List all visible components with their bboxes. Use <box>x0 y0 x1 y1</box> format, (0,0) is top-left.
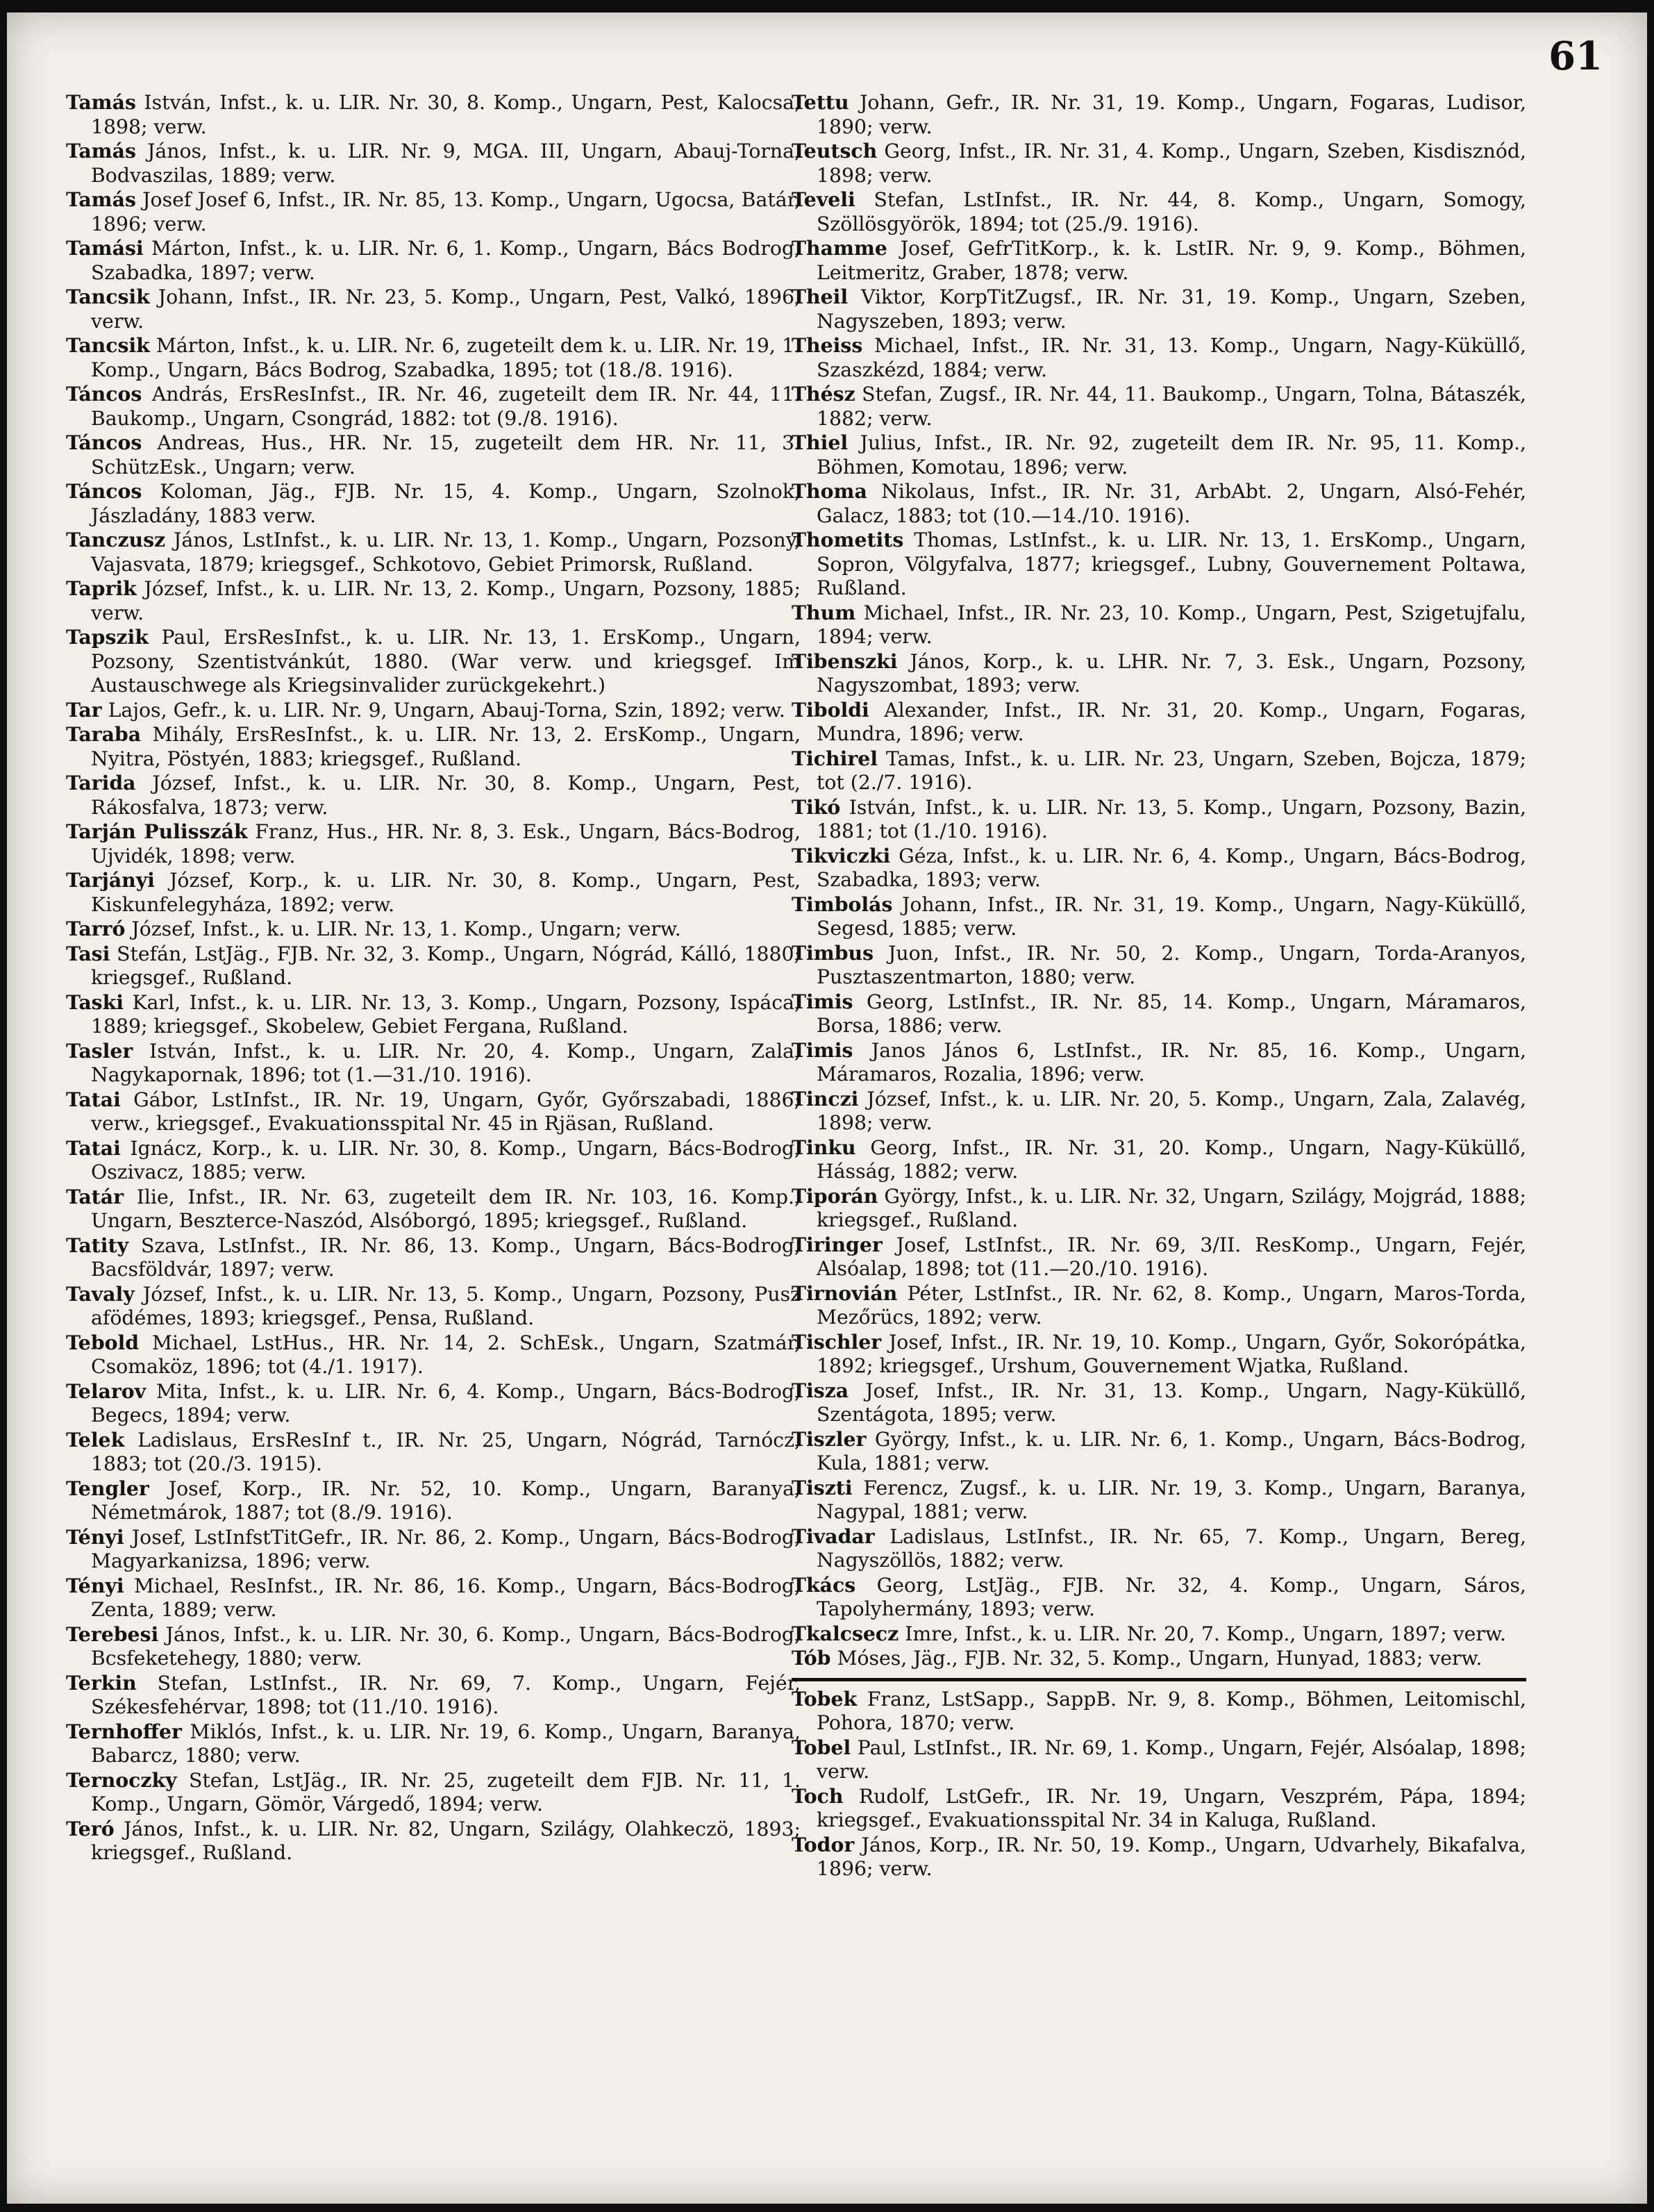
left-column <box>66 90 801 1865</box>
entry-surname: Tatár <box>66 1184 124 1208</box>
entry-details: János, Korp., k. u. LHR. Nr. 7, 3. Esk., Ungarn, Pozsony, Nagyszombat, 1893; verw. <box>817 649 1526 697</box>
list-entry <box>792 1184 1526 1233</box>
entry-surname: Tiszler <box>792 1427 867 1451</box>
entry-details: Mita, Infst., k. u. LIR. Nr. 6, 4. Komp., Ungarn, Bács-Bodrog, Begecs, 1894; verw. <box>91 1379 801 1427</box>
entry-surname: Tarró <box>66 917 126 940</box>
entry-surname: Taprik <box>66 576 137 600</box>
entry-surname: Toch <box>792 1783 844 1808</box>
list-entry <box>792 1622 1526 1647</box>
entry-details: János, Infst., k. u. LIR. Nr. 82, Ungarn, Szilágy, Olahkeczö, 1893; kriegsgef., Rußland. <box>91 1817 801 1864</box>
list-entry <box>66 1525 801 1574</box>
entry-details: Alexander, Infst., IR. Nr. 31, 20. Komp., Ungarn, Fogaras, Mundra, 1896; verw. <box>817 698 1526 745</box>
list-entry <box>66 1282 801 1331</box>
entry-surname: Tinku <box>792 1135 856 1159</box>
list-entry <box>792 333 1526 382</box>
list-entry <box>66 236 801 285</box>
list-entry <box>66 1817 801 1865</box>
entry-surname: Tischler <box>792 1329 882 1354</box>
list-entry <box>66 1379 801 1428</box>
entry-surname: Tényi <box>66 1573 124 1597</box>
entry-surname: Tarján Pulisszák <box>66 820 248 843</box>
list-entry <box>66 285 801 333</box>
list-entry <box>792 892 1526 941</box>
list-entry <box>66 1233 801 1282</box>
list-entry <box>792 1281 1526 1330</box>
list-entry <box>792 1136 1526 1184</box>
entry-surname: Tamási <box>66 236 144 260</box>
entry-surname: Tancsik <box>66 285 150 308</box>
entry-details: Michael, LstHus., HR. Nr. 14, 2. SchEsk., Ungarn, Szatmár, Csomaköz, 1896; tot (4./1. 1917). <box>91 1331 801 1378</box>
entry-details: Stefan, LstJäg., IR. Nr. 25, zugeteilt dem FJB. Nr. 11, 1. Komp., Ungarn, Gömör, Várgedő, 1894; verw. <box>91 1768 801 1815</box>
list-entry <box>792 90 1526 139</box>
entry-details: József, Korp., k. u. LIR. Nr. 30, 8. Komp., Ungarn, Pest, Kiskunfelegyháza, 1892; verw. <box>91 869 801 916</box>
entry-surname: Tarjányi <box>66 868 155 892</box>
entry-surname: Tiszti <box>792 1475 853 1499</box>
list-entry <box>66 1185 801 1233</box>
entry-surname: Timis <box>792 1038 853 1062</box>
list-entry <box>792 1573 1526 1622</box>
entry-details: Márton, Infst., k. u. LIR. Nr. 6, zugeteilt dem k. u. LIR. Nr. 19, 1. Komp., Ungarn, Bács Bodrog, Szabadka, 1895; tot (18./8. 1916). <box>91 334 801 381</box>
entry-details: Stefán, LstJäg., FJB. Nr. 32, 3. Komp., Ungarn, Nógrád, Kálló, 1880; kriegsgef., Rußland. <box>91 942 801 989</box>
entry-details: Rudolf, LstGefr., IR. Nr. 19, Ungarn, Veszprém, Pápa, 1894; kriegsgef., Evakuationsspital Nr. 34 in Kaluga, Rußland. <box>817 1784 1526 1831</box>
list-entry <box>792 285 1526 333</box>
entry-details: György, Infst., k. u. LIR. Nr. 6, 1. Komp., Ungarn, Bács-Bodrog, Kula, 1881; verw. <box>817 1427 1526 1474</box>
entry-details: Georg, Infst., IR. Nr. 31, 4. Komp., Ungarn, Szeben, Kisdisznód, 1898; verw. <box>817 140 1526 187</box>
list-entry <box>66 431 801 479</box>
entry-details: Lajos, Gefr., k. u. LIR. Nr. 9, Ungarn, Abauj-Torna, Szin, 1892; verw. <box>101 698 785 722</box>
entry-surname: Theiss <box>792 333 863 357</box>
list-entry <box>792 1330 1526 1379</box>
entry-surname: Ternhoffer <box>66 1719 182 1743</box>
list-entry <box>66 625 801 698</box>
list-entry <box>66 576 801 625</box>
list-entry <box>792 649 1526 698</box>
list-entry <box>792 1427 1526 1476</box>
entry-details: János, LstInfst., k. u. LIR. Nr. 13, 1. Komp., Ungarn, Pozsony, Vajasvata, 1879; kriegsgef., Schkotovo, Gebiet Primorsk, Rußland. <box>91 529 801 576</box>
list-entry <box>792 601 1526 649</box>
list-entry <box>792 236 1526 285</box>
entry-details: Janos János 6, LstInfst., IR. Nr. 85, 16. Komp., Ungarn, Máramaros, Rozalia, 1896; verw. <box>817 1038 1526 1086</box>
entry-details: Tamas, Infst., k. u. LIR. Nr. 23, Ungarn, Szeben, Bojcza, 1879; tot (2./7. 1916). <box>817 747 1526 794</box>
list-entry <box>66 90 801 139</box>
entry-surname: Tobek <box>792 1686 858 1711</box>
list-entry <box>66 722 801 771</box>
page-number: 61 <box>1548 33 1603 79</box>
entry-details: István, Infst., k. u. LIR. Nr. 13, 5. Komp., Ungarn, Pozsony, Bazin, 1881; tot (1./10. 1916). <box>817 795 1526 842</box>
entry-surname: Taraba <box>66 722 142 746</box>
list-entry <box>792 698 1526 747</box>
entry-surname: Tiboldi <box>792 697 869 722</box>
entry-surname: Tkalcsecz <box>792 1621 899 1645</box>
list-entry <box>792 1833 1526 1881</box>
entry-details: Josef, Infst., IR. Nr. 19, 10. Komp., Ungarn, Győr, Sokorópátka, 1892; kriegsgef., Urshum, Gouvernement Wjatka, Rußland. <box>817 1330 1526 1377</box>
entry-surname: Tényi <box>66 1524 124 1549</box>
entry-details: Ladislaus, LstInfst., IR. Nr. 65, 7. Komp., Ungarn, Bereg, Nagyszöllös, 1882; verw. <box>817 1524 1526 1572</box>
entry-details: Ladislaus, ErsResInf t., IR. Nr. 25, Ungarn, Nógrád, Tarnócz, 1883; tot (20./3. 1915). <box>91 1428 801 1475</box>
entry-surname: Tibenszki <box>792 649 898 673</box>
list-entry <box>66 1671 801 1720</box>
entry-details: Móses, Jäg., FJB. Nr. 32, 5. Komp., Ungarn, Hunyad, 1883; verw. <box>830 1647 1482 1670</box>
list-entry <box>792 1087 1526 1136</box>
entry-surname: Tkács <box>792 1572 856 1597</box>
entry-details: József, Infst., k. u. LIR. Nr. 13, 1. Komp., Ungarn; verw. <box>125 917 681 940</box>
entry-details: Márton, Infst., k. u. LIR. Nr. 6, 1. Komp., Ungarn, Bács Bodrog, Szabadka, 1897; verw. <box>91 237 801 284</box>
entry-surname: Thész <box>792 382 855 406</box>
entry-surname: Tancsik <box>66 333 150 357</box>
list-entry <box>66 479 801 528</box>
entry-details: György, Infst., k. u. LIR. Nr. 32, Ungarn, Szilágy, Mojgrád, 1888; kriegsgef., Rußland. <box>817 1184 1526 1231</box>
entry-details: Josef, GefrTitKorp., k. k. LstIR. Nr. 9, 9. Komp., Böhmen, Leitmeritz, Graber, 1878; verw. <box>817 237 1526 284</box>
entry-details: József, Infst., k. u. LIR. Nr. 20, 5. Komp., Ungarn, Zala, Zalavég, 1898; verw. <box>817 1087 1526 1134</box>
entry-details: Josef, LstInfst., IR. Nr. 69, 3/II. ResKomp., Ungarn, Fejér, Alsóalap, 1898; tot (11.—20./10. 1916). <box>817 1233 1526 1280</box>
entry-surname: Tavaly <box>66 1281 135 1306</box>
list-entry <box>66 382 801 431</box>
entry-surname: Tobel <box>792 1735 851 1759</box>
entry-details: Ilie, Infst., IR. Nr. 63, zugeteilt dem IR. Nr. 103, 16. Komp., Ungarn, Beszterce-Naszód, Alsóborgó, 1895; kriegsgef., Rußland. <box>91 1185 801 1232</box>
list-entry <box>792 795 1526 844</box>
entry-surname: Tichirel <box>792 746 878 770</box>
entry-surname: Telarov <box>66 1379 147 1403</box>
list-entry <box>792 382 1526 431</box>
entry-details: Georg, LstInfst., IR. Nr. 85, 14. Komp., Ungarn, Máramaros, Borsa, 1886; verw. <box>817 990 1526 1037</box>
entry-details: Juon, Infst., IR. Nr. 50, 2. Komp., Ungarn, Torda-Aranyos, Pusztaszentmarton, 1880; verw. <box>817 941 1526 988</box>
entry-details: Georg, Infst., IR. Nr. 31, 20. Komp., Ungarn, Nagy-Küküllő, Hásság, 1882; verw. <box>817 1136 1526 1183</box>
entry-details: Stefan, LstInfst., IR. Nr. 69, 7. Komp., Ungarn, Fejér, Székesfehérvar, 1898; tot (11./10. 1916). <box>91 1671 801 1718</box>
entry-details: Franz, Hus., HR. Nr. 8, 3. Esk., Ungarn, Bács-Bodrog, Ujvidék, 1898; verw. <box>91 820 801 867</box>
list-entry <box>66 990 801 1039</box>
entry-surname: Tatity <box>66 1233 129 1257</box>
list-entry <box>792 990 1526 1038</box>
entry-details: Miklós, Infst., k. u. LIR. Nr. 19, 6. Komp., Ungarn, Baranya, Babarcz, 1880; verw. <box>91 1720 801 1767</box>
entry-surname: Thiel <box>792 431 849 454</box>
entry-surname: Tivadar <box>792 1524 875 1548</box>
list-entry <box>66 139 801 188</box>
entry-details: Viktor, KorpTitZugsf., IR. Nr. 31, 19. Komp., Ungarn, Szeben, Nagyszeben, 1893; verw. <box>817 285 1526 333</box>
entry-surname: Tanczusz <box>66 528 166 551</box>
entry-details: Josef Josef 6, Infst., IR. Nr. 85, 13. Komp., Ungarn, Ugocsa, Batár, 1896; verw. <box>91 188 801 235</box>
entry-surname: Tamás <box>66 139 136 163</box>
entry-details: Gábor, LstInfst., IR. Nr. 19, Ungarn, Győr, Győrszabadi, 1886; verw., kriegsgef., Evakuationsspital Nr. 45 in Rjäsan, Rußland. <box>91 1088 801 1135</box>
entry-details: Johann, Infst., IR. Nr. 31, 19. Komp., Ungarn, Nagy-Küküllő, Segesd, 1885; verw. <box>817 892 1526 940</box>
list-entry <box>66 1136 801 1185</box>
entry-surname: Thamme <box>792 236 887 260</box>
entry-surname: Todor <box>792 1832 855 1856</box>
entry-details: Koloman, Jäg., FJB. Nr. 15, 4. Komp., Ungarn, Szolnok, Jászladány, 1883 verw. <box>91 480 801 527</box>
list-entry <box>66 698 801 723</box>
list-entry <box>66 1428 801 1477</box>
entry-details: Péter, LstInfst., IR. Nr. 62, 8. Komp., Ungarn, Maros-Torda, Mezőrücs, 1892; verw. <box>817 1281 1526 1329</box>
list-entry <box>66 1039 801 1088</box>
entry-details: János, Infst., k. u. LIR. Nr. 9, MGA. III, Ungarn, Abauj-Torna, Bodvaszilas, 1889; verw. <box>91 140 801 187</box>
entry-surname: Tettu <box>792 90 849 114</box>
entry-surname: Thometits <box>792 528 904 551</box>
entry-details: Ferencz, Zugsf., k. u. LIR. Nr. 19, 3. Komp., Ungarn, Baranya, Nagypal, 1881; verw. <box>817 1476 1526 1523</box>
entry-details: Josef, Infst., IR. Nr. 31, 13. Komp., Ungarn, Nagy-Küküllő, Szentágota, 1895; verw. <box>817 1379 1526 1426</box>
entry-details: Imre, Infst., k. u. LIR. Nr. 20, 7. Komp., Ungarn, 1897; verw. <box>899 1622 1506 1645</box>
list-entry <box>66 188 801 236</box>
entry-surname: Tar <box>66 697 102 722</box>
entry-surname: Tamás <box>66 90 136 114</box>
page <box>7 13 1647 2204</box>
entry-details: Stefan, Zugsf., IR. Nr. 44, 11. Baukomp., Ungarn, Tolna, Bátaszék, 1882; verw. <box>817 383 1526 430</box>
list-entry <box>792 1038 1526 1087</box>
list-entry <box>792 528 1526 601</box>
list-entry <box>66 771 801 820</box>
list-entry <box>792 941 1526 990</box>
list-entry <box>792 479 1526 528</box>
entry-surname: Teveli <box>792 188 855 211</box>
entry-details: István, Infst., k. u. LIR. Nr. 20, 4. Komp., Ungarn, Zala, Nagykapornak, 1896; tot (1.—31./10. 1916). <box>91 1039 801 1086</box>
entry-surname: Táncos <box>66 431 142 454</box>
entry-details: Mihály, ErsResInfst., k. u. LIR. Nr. 13, 2. ErsKomp., Ungarn, Nyitra, Pöstyén, 1883; kriegsgef., Rußland. <box>91 723 801 770</box>
list-entry <box>66 1331 801 1379</box>
entry-surname: Terebesi <box>66 1622 159 1646</box>
entry-surname: Thoma <box>792 479 867 503</box>
list-entry <box>792 844 1526 892</box>
list-entry <box>792 1233 1526 1281</box>
entry-surname: Táncos <box>66 479 142 503</box>
list-entry <box>66 942 801 990</box>
entry-surname: Tób <box>792 1646 831 1670</box>
entry-surname: Tisza <box>792 1378 849 1402</box>
list-entry <box>792 1379 1526 1427</box>
list-entry <box>66 1088 801 1136</box>
entry-surname: Tikó <box>792 795 841 819</box>
entry-details: Paul, ErsResInfst., k. u. LIR. Nr. 13, 1. ErsKomp., Ungarn, Pozsony, Szentistvánkút, 1880. (War verw. und kriegsgef. Im Austauschwege als Kriegsinvalider zurückgekehrt.) <box>91 626 801 697</box>
entry-surname: Tebold <box>66 1330 140 1354</box>
entry-surname: Tirnovián <box>792 1281 898 1305</box>
entry-details: Michael, ResInfst., IR. Nr. 86, 16. Komp., Ungarn, Bács-Bodrog, Zenta, 1889; verw. <box>91 1574 801 1621</box>
entry-surname: Tengler <box>66 1476 149 1500</box>
list-entry <box>66 1574 801 1622</box>
entry-details: Géza, Infst., k. u. LIR. Nr. 6, 4. Komp., Ungarn, Bács-Bodrog, Szabadka, 1893; verw. <box>817 844 1526 891</box>
entry-details: Paul, LstInfst., IR. Nr. 69, 1. Komp., Ungarn, Fejér, Alsóalap, 1898; verw. <box>817 1736 1526 1783</box>
entry-details: János, Infst., k. u. LIR. Nr. 30, 6. Komp., Ungarn, Bács-Bodrog, Bcsfeketehegy, 1880; verw. <box>91 1622 801 1670</box>
entry-surname: Taski <box>66 990 124 1014</box>
entry-details: István, Infst., k. u. LIR. Nr. 30, 8. Komp., Ungarn, Pest, Kalocsa, 1898; verw. <box>91 91 801 138</box>
list-entry <box>66 820 801 868</box>
entry-details: Franz, LstSapp., SappB. Nr. 9, 8. Komp., Böhmen, Leitomischl, Pohora, 1870; verw. <box>817 1687 1526 1734</box>
entry-surname: Timis <box>792 989 853 1013</box>
entry-surname: Theil <box>792 285 849 308</box>
entry-surname: Tarida <box>66 771 136 795</box>
list-entry <box>66 868 801 917</box>
entry-surname: Tiringer <box>792 1232 883 1256</box>
list-entry <box>792 139 1526 188</box>
entry-details: Karl, Infst., k. u. LIR. Nr. 13, 3. Komp., Ungarn, Pozsony, Ispáca, 1889; kriegsgef., Skobelew, Gebiet Fergana, Rußland. <box>91 990 801 1038</box>
entry-details: Julius, Infst., IR. Nr. 92, zugeteilt dem IR. Nr. 95, 11. Komp., Böhmen, Komotau, 1896; verw. <box>817 431 1526 479</box>
list-entry <box>792 1687 1526 1736</box>
entry-surname: Timbus <box>792 940 874 965</box>
entry-details: Johann, Gefr., IR. Nr. 31, 19. Komp., Ungarn, Fogaras, Ludisor, 1890; verw. <box>817 91 1526 138</box>
list-entry <box>792 1784 1526 1833</box>
entry-surname: Tiporán <box>792 1183 878 1208</box>
list-entry <box>792 188 1526 236</box>
entry-details: Josef, Korp., IR. Nr. 52, 10. Komp., Ungarn, Baranya, Németmárok, 1887; tot (8./9. 1916). <box>91 1477 801 1524</box>
entry-details: József, Infst., k. u. LIR. Nr. 13, 2. Komp., Ungarn, Pozsony, 1885; verw. <box>91 577 801 624</box>
entry-details: Thomas, LstInfst., k. u. LIR. Nr. 13, 1. ErsKomp., Ungarn, Sopron, Völgyfalva, 1877; kriegsgef., Lubny, Gouvernement Poltawa, Rußland. <box>817 529 1526 599</box>
entry-details: Ignácz, Korp., k. u. LIR. Nr. 30, 8. Komp., Ungarn, Bács-Bodrog, Oszivacz, 1885; verw. <box>91 1136 801 1183</box>
entry-surname: Tinczi <box>792 1086 859 1111</box>
entry-surname: Tasi <box>66 941 110 965</box>
entry-surname: Teró <box>66 1816 115 1840</box>
list-entry <box>66 528 801 576</box>
list-entry <box>66 1622 801 1671</box>
entry-details: Michael, Infst., IR. Nr. 31, 13. Komp., Ungarn, Nagy-Küküllő, Szaszkézd, 1884; verw. <box>817 334 1526 381</box>
entry-details: József, Infst., k. u. LIR. Nr. 30, 8. Komp., Ungarn, Pest, Rákosfalva, 1873; verw. <box>91 772 801 819</box>
list-entry <box>792 1524 1526 1573</box>
entry-details: Andreas, Hus., HR. Nr. 15, zugeteilt dem HR. Nr. 11, 3. SchützEsk., Ungarn; verw. <box>91 431 801 479</box>
entry-surname: Ternoczky <box>66 1768 177 1792</box>
entry-surname: Tamás <box>66 188 136 211</box>
entry-details: Georg, LstJäg., FJB. Nr. 32, 4. Komp., Ungarn, Sáros, Tapolyhermány, 1893; verw. <box>817 1573 1526 1620</box>
entry-details: Stefan, LstInfst., IR. Nr. 44, 8. Komp., Ungarn, Somogy, Szöllösgyörök, 1894; tot (25./9. 1916). <box>817 188 1526 235</box>
entry-surname: Tatai <box>66 1087 121 1111</box>
entry-details: Nikolaus, Infst., IR. Nr. 31, ArbAbt. 2, Ungarn, Alsó-Fehér, Galacz, 1883; tot (10.—14./10. 1916). <box>817 480 1526 527</box>
entry-details: András, ErsResInfst., IR. Nr. 46, zugeteilt dem IR. Nr. 44, 11. Baukomp., Ungarn, Csongrád, 1882: tot (9./8. 1916). <box>91 383 801 430</box>
entry-surname: Tapszik <box>66 625 149 649</box>
list-entry <box>66 1720 801 1768</box>
list-entry <box>66 1768 801 1817</box>
list-entry <box>66 1477 801 1525</box>
entry-details: Michael, Infst., IR. Nr. 23, 10. Komp., Ungarn, Pest, Szigetujfalu, 1894; verw. <box>817 601 1526 648</box>
entry-surname: Tikviczki <box>792 843 891 867</box>
list-entry <box>792 431 1526 479</box>
entry-surname: Thum <box>792 600 856 624</box>
entry-surname: Táncos <box>66 382 142 406</box>
entry-surname: Tasler <box>66 1038 133 1063</box>
entry-details: József, Infst., k. u. LIR. Nr. 13, 5. Komp., Ungarn, Pozsony, Pusz afödémes, 1893; kriegsgef., Pensa, Rußland. <box>91 1282 801 1329</box>
entry-details: Johann, Infst., IR. Nr. 23, 5. Komp., Ungarn, Pest, Valkó, 1896, verw. <box>91 285 801 333</box>
list-entry <box>792 1476 1526 1524</box>
entry-surname: Telek <box>66 1427 125 1452</box>
list-entry <box>792 747 1526 795</box>
list-entry <box>66 917 801 942</box>
entry-surname: Terkin <box>66 1670 137 1695</box>
section-divider <box>792 1678 1526 1681</box>
list-entry <box>792 1736 1526 1784</box>
entry-details: Szava, LstInfst., IR. Nr. 86, 13. Komp., Ungarn, Bács-Bodrog, Bacsföldvár, 1897; verw. <box>91 1233 801 1281</box>
right-column <box>792 90 1526 1881</box>
entry-details: János, Korp., IR. Nr. 50, 19. Komp., Ungarn, Udvarhely, Bikafalva, 1896; verw. <box>817 1833 1526 1880</box>
entry-surname: Timbolás <box>792 892 893 916</box>
entry-surname: Tatai <box>66 1136 121 1160</box>
entry-details: Josef, LstInfstTitGefr., IR. Nr. 86, 2. Komp., Ungarn, Bács-Bodrog, Magyarkanizsa, 1896; verw. <box>91 1525 801 1572</box>
list-entry <box>66 333 801 382</box>
entry-surname: Teutsch <box>792 139 878 163</box>
list-entry <box>792 1646 1526 1671</box>
